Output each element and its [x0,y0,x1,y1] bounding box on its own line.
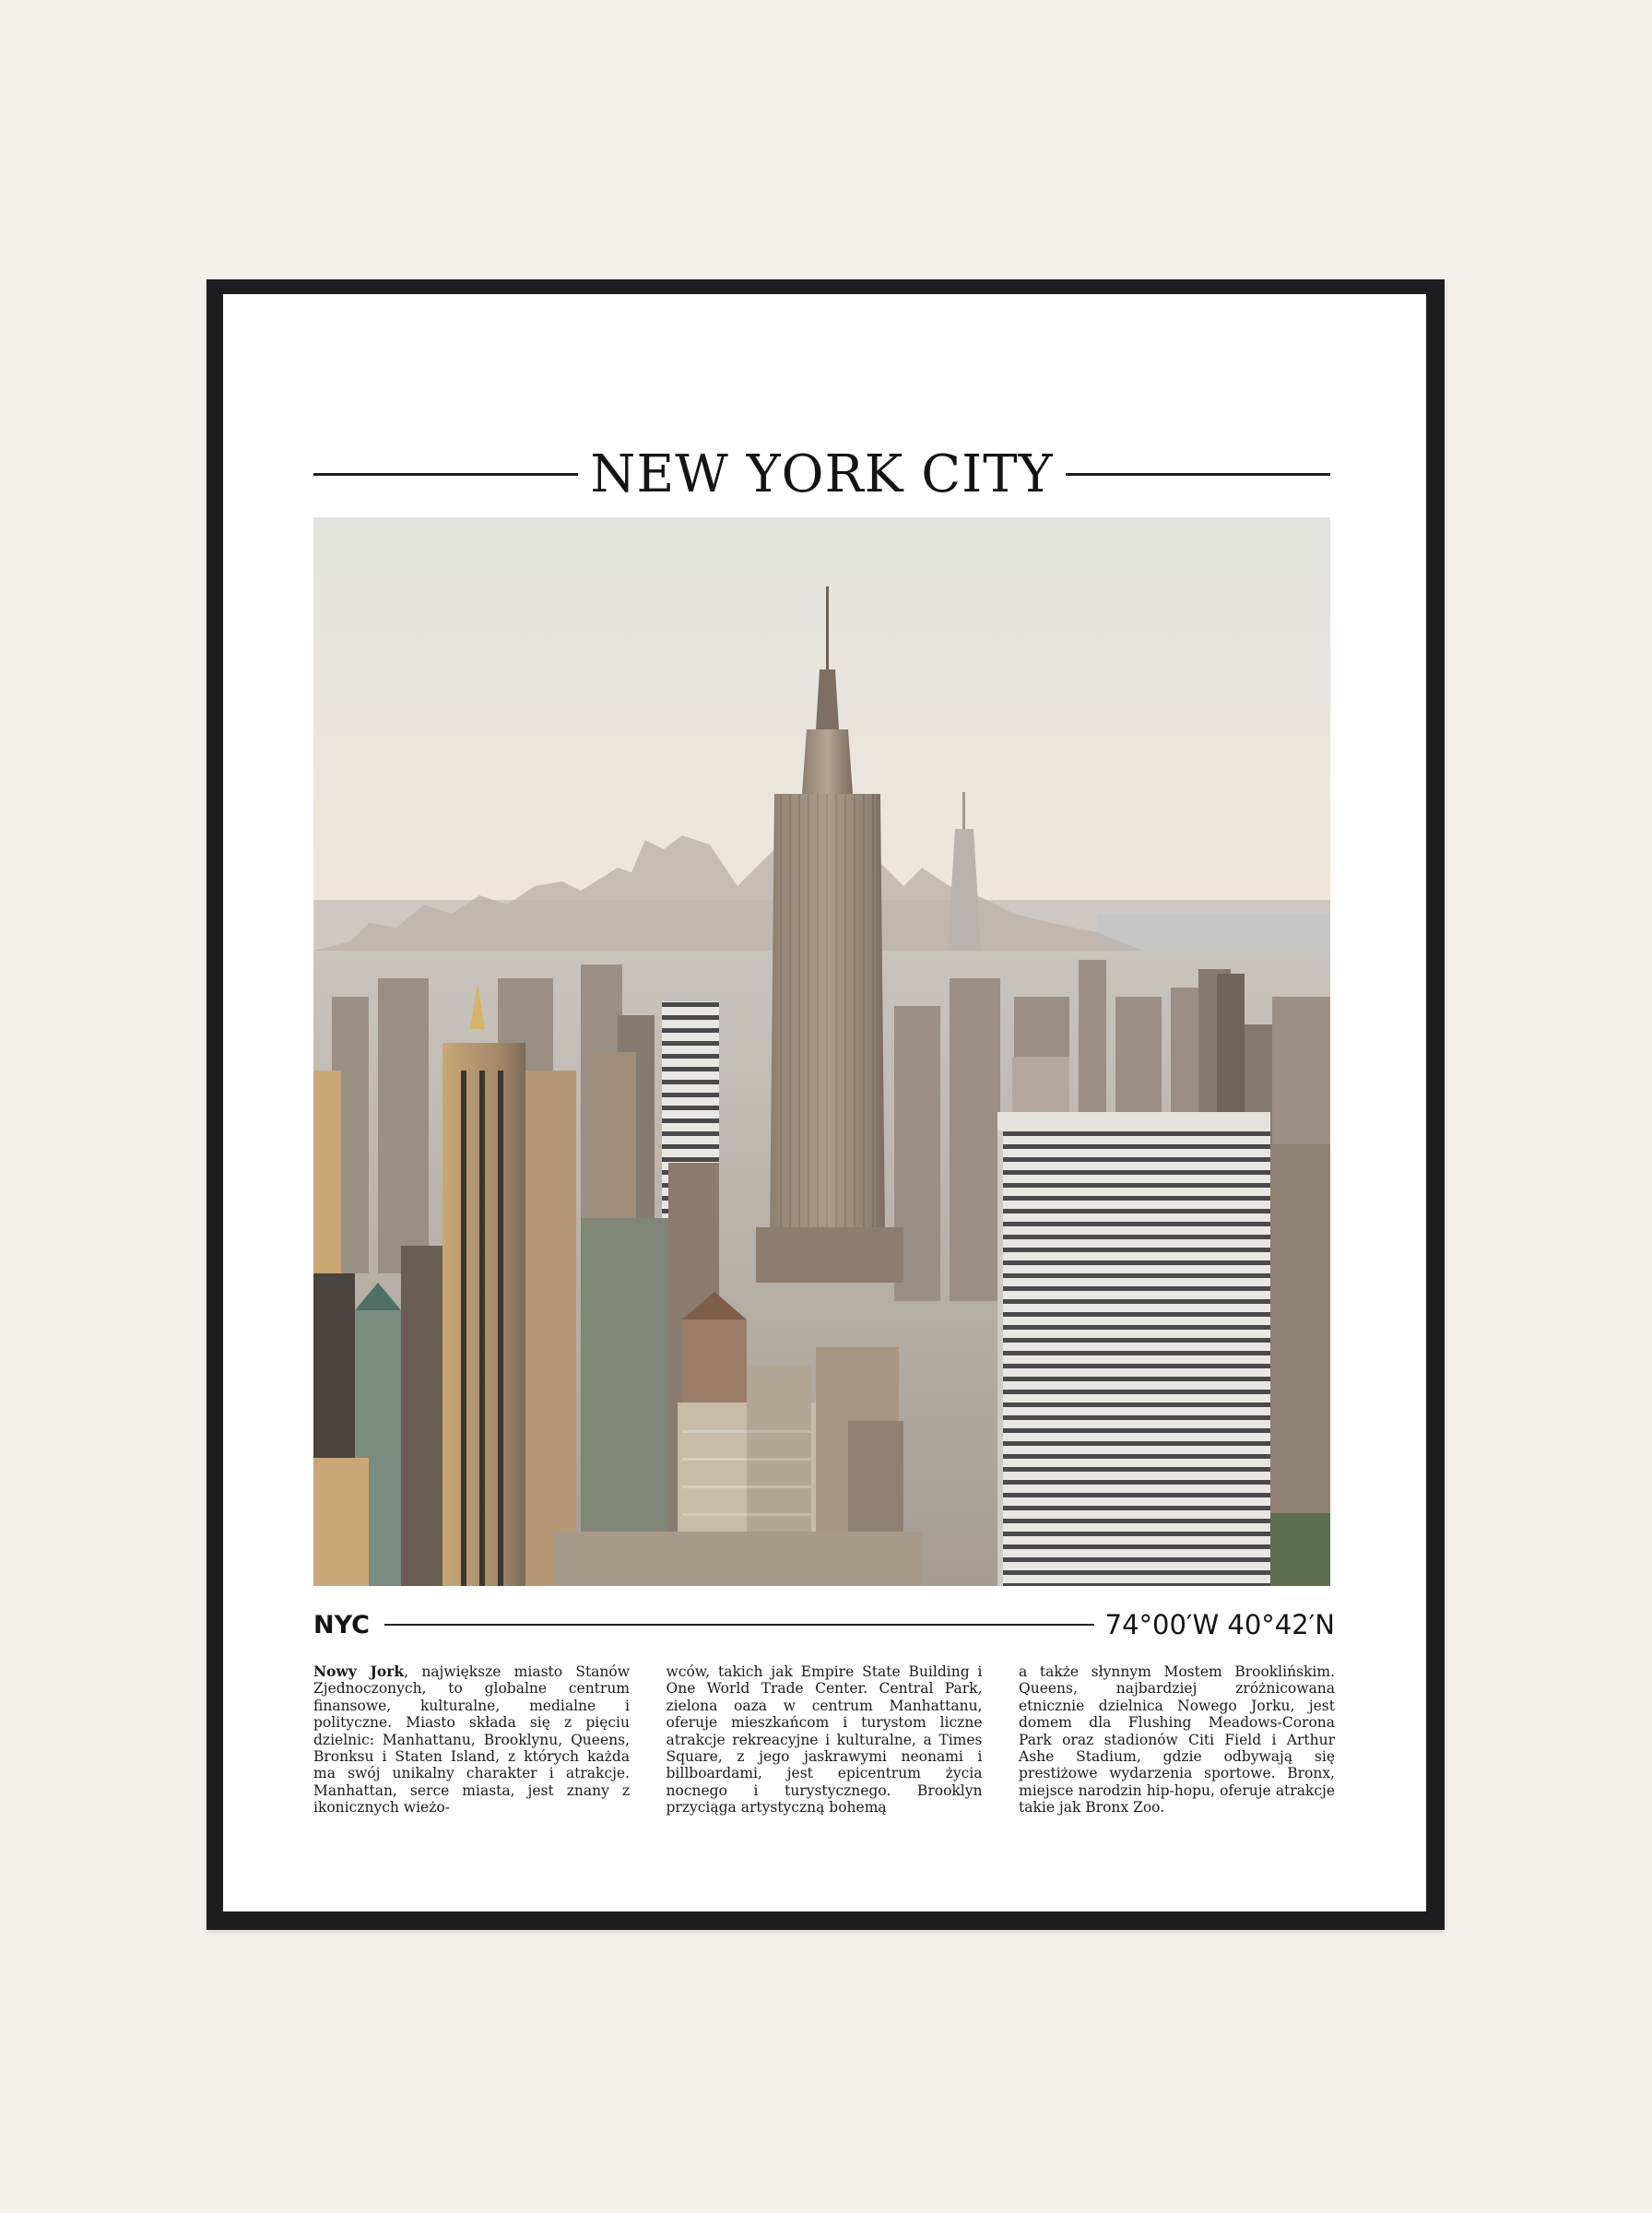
description-column-2 [667,1663,983,1817]
skyline-illustration [313,517,1330,1586]
poster-title: NEW YORK CITY [590,444,1054,504]
poster-mat [223,294,1426,1911]
title-row [313,432,1330,515]
description-column-3 [1019,1663,1335,1817]
description-text-1: , największe miasto Stanów Zjednoczonych, to globalne centrum finansowe, kulturalne, medialne i polityczne. Miasto składa się z pięciu dzielnic: Manhattanu, Brooklynu, Queens, Bronksu i Staten Island, z których każda ma swój unikalny charakter i atrakcje. Manhattan, serce miasta, jest znany z ikonicznych wieżo- [313,1663,630,1817]
description-text-2: wców, takich jak Empire State Building i One World Trade Center. Central Park, zielona oaza w centrum Manhattanu, oferuje mieszkańcom i turystom liczne atrakcje rekreacyjne i kulturalne, a Times Square, z jego jaskrawymi neonami i billboardami, jest epicentrum życia nocnego i turystycznego. Brooklyn przyciąga artystyczną bohemą [666,1663,983,1817]
info-rule [384,1624,1094,1626]
city-coordinates: 74°00′W 40°42′N [1104,1609,1335,1640]
title-rule-left [313,473,578,476]
city-code: NYC [313,1610,371,1639]
title-rule-right [1066,473,1330,476]
description [313,1663,1335,1817]
poster-frame [206,279,1445,1930]
description-lead: Nowy Jork [313,1663,405,1680]
city-photo [313,517,1330,1586]
description-column-1 [313,1663,630,1817]
info-row [313,1604,1335,1646]
description-text-3: a także słynnym Mostem Brooklińskim. Queens, najbardziej zróżnicowana etnicznie dzielnica Nowego Jorku, jest domem dla Flushing Meadows-Corona Park oraz stadionów Citi Field i Arthur Ashe Stadium, gdzie odbywają się prestiżowe wydarzenia sportowe. Bronx, miejsce narodzin hip-hopu, oferuje atrakcje takie jak Bronx Zoo. [1019,1663,1335,1817]
